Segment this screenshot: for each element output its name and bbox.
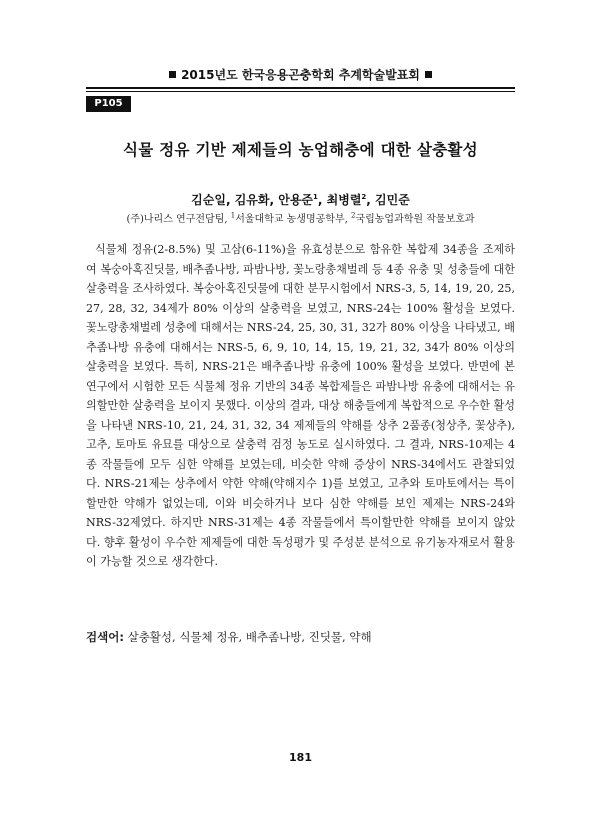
keywords-label: 검색어: (86, 630, 124, 644)
affiliation-list (86, 210, 515, 225)
author-list (86, 191, 515, 208)
author-affil-mark: 1 (313, 193, 318, 201)
abstract-body: 식물체 정유(2-8.5%) 및 고삼(6-11%)을 유효성분으로 함유한 복합제 34종을 조제하여 복숭아혹진딧물, 배추좀나방, 파밤나방, 꽃노랑총채벌레 등 4종 유충 및 성충들에 대한 살충력을 조사하였다. 복숭아혹진딧물에 대한 분무시험에서 NRS-3, 5, 14, 19, 20, 25, 27, 28, 32, 34제가 80% 이상의 살충력을 보였고, NRS-24는 100% 활성을 보였다. 꽃노랑총채벌레 성충에 대해서는 NRS-24, 25, 30, 31, 32가 80% 이상을 나타냈고, 배추좀나방 유충에 대해서는 NRS-5, 6, 9, 10, 14, 15, 19, 21, 32, 34가 80% 이상의 살충력을 보였다. 특히, NRS-21은 배추좀나방 유충에 100% 활성을 보였다. 반면에 본 연구에서 시험한 모든 식물체 정유 기반의 34종 복합제들은 파밤나방 유충에 대해서는 유의할만한 살충력을 보이지 못했다. 이상의 결과, 대상 해충들에게 복합적으로 우수한 활성을 나타낸 NRS-10, 21, 24, 31, 32, 34 제제들의 약해를 상추 2품종(청상추, 꽃상추), 고추, 토마토 유묘를 대상으로 살충력 검정 농도로 실시하였다. 그 결과, NRS-10제는 4종 작물들에 모두 심한 약해를 보였는데, 비슷한 약해 증상이 NRS-34에서도 관찰되었다. NRS-21제는 상추에서 약한 약해(약해지수 1)를 보였고, 고추와 토마토에서는 특이할만한 약해가 없었는데, 이와 비슷하거나 보다 심한 약해를 보인 제제는 NRS-24와 NRS-32제였다. 하지만 NRS-31제는 4종 작물들에서 특이할만한 약해를 보이지 않았다. 향후 활성이 우수한 제제들에 대한 독성평가 및 주성분 분석으로 유기농자재로서 활용이 가능할 것으로 생각한다. (86, 243, 515, 568)
author-name: 김유화 (234, 193, 270, 207)
affiliation-text: (주)나리스 연구전담팀, (126, 214, 231, 225)
square-bullet-icon (169, 71, 176, 78)
poster-id-badge: P105 (86, 96, 131, 112)
author-sep: , (317, 193, 327, 207)
conference-header (86, 64, 515, 85)
header-rule-thin (86, 91, 515, 92)
author-name: 최병렬 (326, 193, 362, 207)
author-name: 안용준 (278, 193, 314, 207)
square-bullet-icon (425, 71, 432, 78)
author-sep: , (366, 193, 376, 207)
header-rule (86, 87, 515, 89)
author-sep: , (225, 193, 235, 207)
author-affil-mark: 2 (361, 193, 367, 201)
paper-title: 식물 정유 기반 제제들의 농업해충에 대한 살충활성 (123, 141, 478, 159)
affil-mark: 1 (230, 211, 236, 220)
conference-header-text: 2015년도 한국응용곤충학회 추계학술발표회 (181, 68, 420, 82)
page-number: 181 (289, 751, 312, 764)
author-name: 김순일 (191, 193, 226, 207)
author-sep: , (269, 193, 279, 207)
affiliation-text: 서울대학교 농생명공학부, (235, 214, 351, 225)
keywords-text: 살충활성, 식물체 정유, 배추좀나방, 진딧물, 약해 (123, 630, 372, 644)
affiliation-text: 국립농업과학원 작물보호과 (355, 214, 475, 225)
affil-mark: 2 (350, 211, 356, 220)
keywords-line (86, 629, 515, 645)
author-name: 김민준 (375, 193, 410, 207)
